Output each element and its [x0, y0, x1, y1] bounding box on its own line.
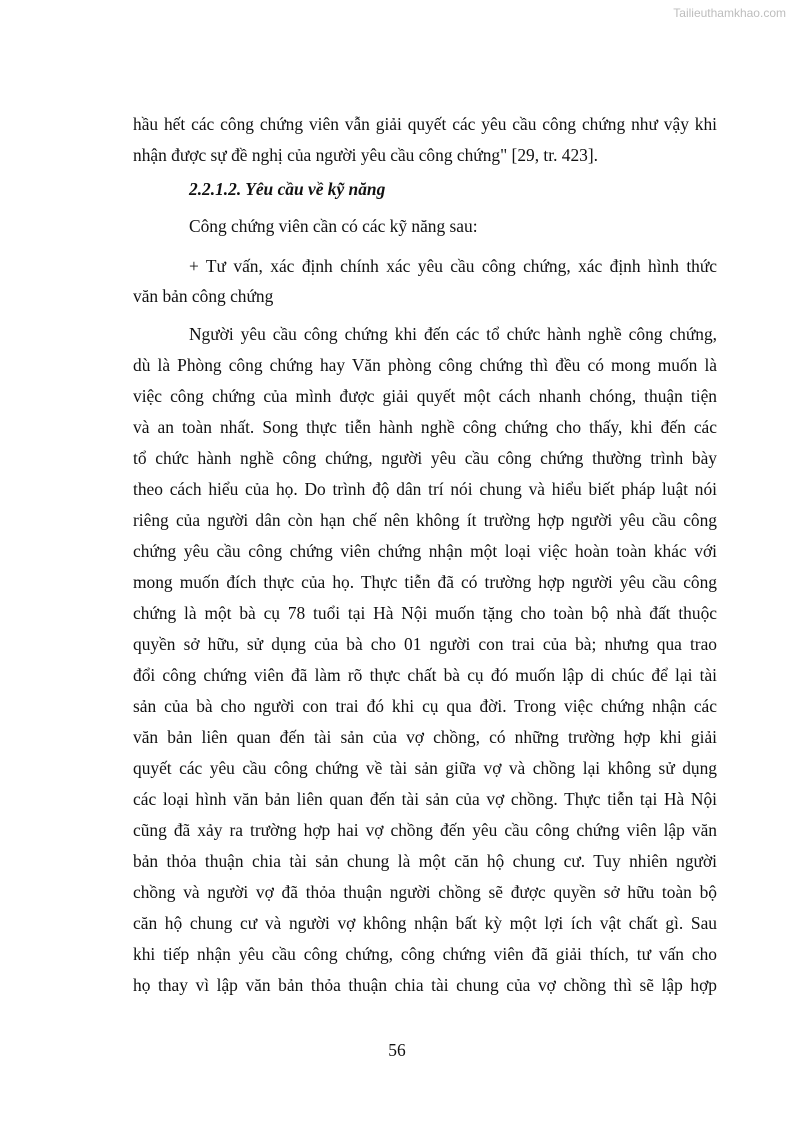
section-heading: 2.2.1.2. Yêu cầu về kỹ năng [189, 179, 386, 199]
text-line: quyền sở hữu, sử dụng của bà cho 01 người con trai của bà; nhưng qua trao [133, 634, 717, 654]
text-line: các loại hình văn bản liên quan đến tài sản của vợ chồng. Thực tiễn tại Hà Nội [133, 789, 717, 809]
watermark: Tailieuthamkhao.com [673, 6, 786, 20]
text-line: cũng đã xảy ra trường hợp hai vợ chồng đến yêu cầu công chứng viên lập văn [133, 820, 717, 840]
text-line: chứng yêu cầu công chứng viên chứng nhận một loại việc hoàn toàn khác với [133, 541, 717, 561]
text-line: văn bản công chứng [133, 286, 274, 306]
text-line: bản thỏa thuận chia tài sản chung là một căn hộ chung cư. Tuy nhiên người [133, 851, 717, 871]
text-line: chứng là một bà cụ 78 tuổi tại Hà Nội muốn tặng cho toàn bộ nhà đất thuộc [133, 603, 717, 623]
text-line: tổ chức hành nghề công chứng, người yêu cầu công chứng thường trình bày [133, 448, 717, 468]
text-line: họ thay vì lập văn bản thỏa thuận chia tài chung của vợ chồng thì sẽ lập hợp [133, 975, 717, 995]
text-line: riêng của người dân còn hạn chế nên không ít trường hợp người yêu cầu công [133, 510, 717, 530]
text-line: đổi công chứng viên đã làm rõ thực chất bà cụ đó muốn lập di chúc để lại tài [133, 665, 717, 685]
text-line: văn bản liên quan đến tài sản của vợ chồng, có những trường hợp khi giải [133, 727, 717, 747]
text-line: nhận được sự đề nghị của người yêu cầu công chứng" [29, tr. 423]. [133, 145, 599, 165]
text-line: quyết các yêu cầu công chứng về tài sản giữa vợ và chồng lại không sử dụng [133, 758, 717, 778]
text-line: hầu hết các công chứng viên vẫn giải quyết các yêu cầu công chứng như vậy khi [133, 114, 717, 134]
text-line: dù là Phòng công chứng hay Văn phòng công chứng thì đều có mong muốn là [133, 355, 717, 375]
page-number: 56 [388, 1040, 406, 1060]
text-line: và an toàn nhất. Song thực tiễn hành nghề công chứng cho thấy, khi đến các [133, 417, 717, 437]
text-line: chồng và người vợ đã thỏa thuận người chồng sẽ được quyền sở hữu toàn bộ [133, 882, 717, 902]
text-line: căn hộ chung cư và người vợ không nhận bất kỳ một lợi ích vật chất gì. Sau [133, 913, 717, 933]
text-line: Người yêu cầu công chứng khi đến các tổ chức hành nghề công chứng, [189, 324, 717, 344]
text-line: mong muốn đích thực của họ. Thực tiễn đã có trường hợp người yêu cầu công [133, 572, 717, 592]
text-line: Công chứng viên cần có các kỹ năng sau: [189, 216, 478, 236]
text-line: + Tư vấn, xác định chính xác yêu cầu công chứng, xác định hình thức [189, 256, 717, 276]
text-line: theo cách hiểu của họ. Do trình độ dân trí nói chung và hiểu biết pháp luật nói [133, 479, 717, 499]
text-line: sản của bà cho người con trai đó khi cụ qua đời. Trong việc chứng nhận các [133, 696, 717, 716]
text-line: việc công chứng của mình được giải quyết một cách nhanh chóng, thuận tiện [133, 386, 717, 406]
text-line: khi tiếp nhận yêu cầu công chứng, công chứng viên đã giải thích, tư vấn cho [133, 944, 717, 964]
